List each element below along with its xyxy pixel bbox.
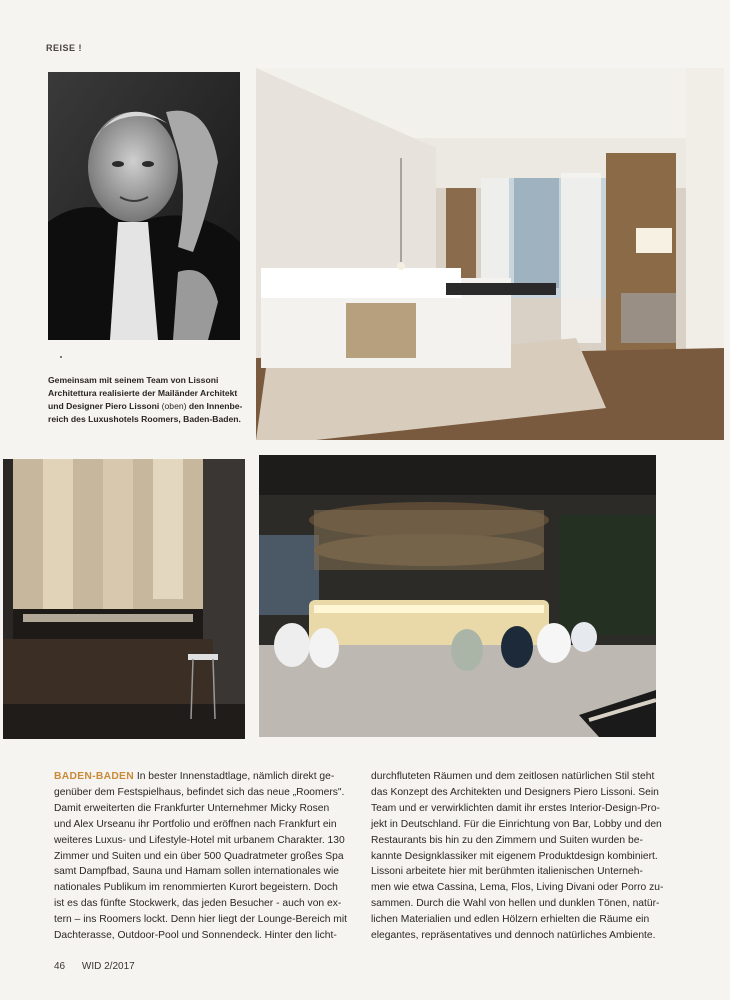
publication-issue: WID 2/2017 [81, 961, 135, 972]
article-line: nationales Publikum im renommierten Kurort begeistern. Doch [54, 882, 338, 894]
caption-line-4: reich des Luxushotels Roomers, Baden-Baden. [48, 414, 241, 424]
article-line: Damit erweiterten die Frankfurter Unternehmer Micky Rosen [54, 802, 330, 814]
article-line: und Alex Urseanu ihr Portfolio und eröffnen nach Frankfurt ein [54, 818, 337, 830]
article-line: kannte Designklassiker mit eigenem Produktdesign kombiniert. [371, 850, 658, 862]
caption-aside: (oben) [161, 401, 187, 411]
caption-line-3: und Designer Piero Lissoni [48, 401, 160, 411]
article-line: das Konzept des Architekten und Designers Piero Lissoni. Sein [371, 786, 659, 798]
caption-line-1: Gemeinsam mit seinem Team von Lissoni [48, 375, 219, 385]
caption-line-2: Architettura realisierte der Mailänder Architekt [48, 388, 238, 398]
article-line: Team und er verwirklichten damit ihr erstes Interior-Design-Pro- [371, 802, 660, 814]
article-line: weiteres Luxus- und Lifestyle-Hotel mit urbanem Charakter. 130 [54, 834, 345, 846]
caption-line-3b: den Innenbe- [188, 401, 243, 411]
article-line: genüber dem Festspielhaus, befindet sich das neue „Roomers". [54, 786, 345, 798]
portrait-photo [48, 72, 240, 340]
article-line: elegantes, repräsentatives und dennoch natürliches Ambiente. [371, 930, 656, 942]
article-kicker: BADEN-BADEN [54, 771, 134, 782]
article-line: men wie etwa Cassina, Lema, Flos, Living Divani oder Porro zu- [371, 882, 664, 894]
article-line: Dachterasse, Outdoor-Pool und Sonnendeck. Hinter den licht- [54, 930, 337, 942]
section-label: REISE ! [46, 43, 83, 53]
article-line: sammen. Durch die Wahl von hellen und dunklen Tönen, natür- [371, 898, 660, 910]
article-line: jekt in Deutschland. Für die Einrichtung von Bar, Lobby und den [371, 818, 662, 830]
hotel-bar-photo-left [3, 459, 245, 739]
article-line: lichen Materialien und edlen Hölzern erhielten die Räume ein [371, 914, 650, 926]
hotel-bar-photo-right [259, 455, 656, 737]
hotel-bedroom-photo [256, 68, 724, 440]
caption-marker [60, 356, 62, 358]
article-line: ist es das fünfte Stockwerk, das jeden Besucher - auch von ex- [54, 898, 342, 910]
page-footer [54, 961, 135, 972]
article-line: Restaurants bis hin zu den Zimmern und Suiten wurden be- [371, 834, 643, 846]
article-column-left [54, 769, 360, 944]
article-line [54, 769, 360, 785]
photo-caption [48, 374, 244, 426]
article-column-right [371, 769, 671, 944]
article-line: tern – ins Roomers lockt. Denn hier liegt der Lounge-Bereich mit [54, 914, 348, 926]
page-number: 46 [54, 961, 66, 972]
article-line: Lissoni arbeitete hier mit berühmten italienischen Unterneh- [371, 866, 643, 878]
article-line-text: In bester Innenstadtlage, nämlich direkt ge- [133, 771, 335, 782]
article-line: samt Dampfbad, Sauna und Hamam sollen internationales wie [54, 866, 340, 878]
article-line: Zimmer und Suiten und ein über 500 Quadratmeter großes Spa [54, 850, 344, 862]
article-line: durchfluteten Räumen und dem zeitlosen natürlichen Stil steht [371, 771, 655, 782]
